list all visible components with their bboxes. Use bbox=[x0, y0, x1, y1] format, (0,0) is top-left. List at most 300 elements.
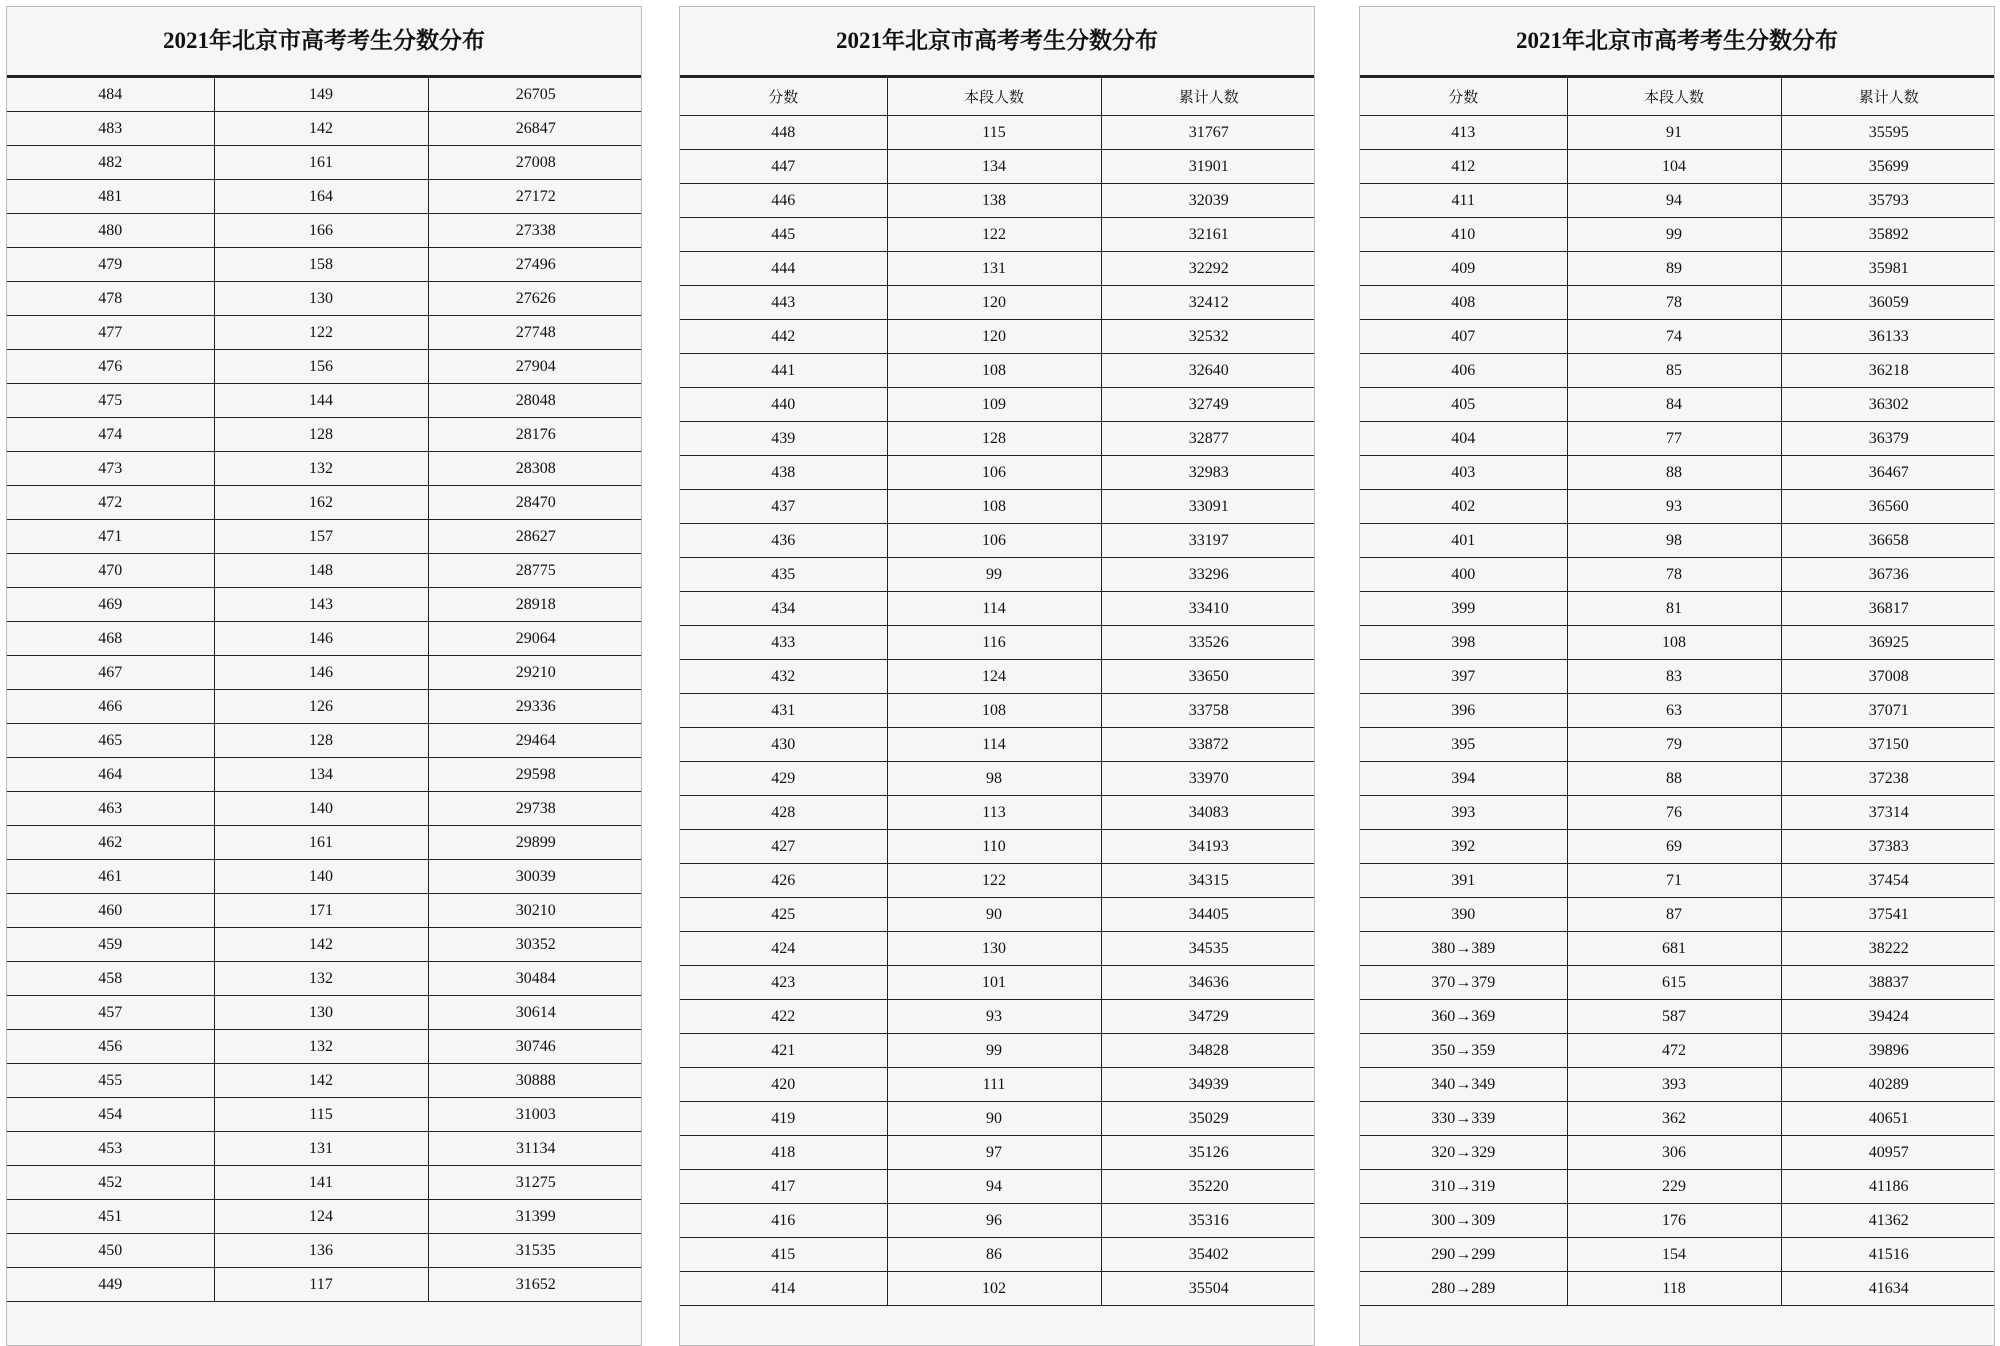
table-row bbox=[7, 418, 642, 452]
table-row bbox=[680, 660, 1315, 694]
segment-count-cell: 113 bbox=[887, 796, 1101, 830]
score-cell: 454 bbox=[7, 1098, 214, 1132]
score-cell: 360→369 bbox=[1360, 1000, 1567, 1034]
score-cell: 443 bbox=[680, 286, 887, 320]
table-row bbox=[1360, 1272, 1995, 1306]
segment-count-cell: 162 bbox=[214, 486, 428, 520]
table-row bbox=[680, 1102, 1315, 1136]
score-cell: 394 bbox=[1360, 762, 1567, 796]
cumulative-count-cell: 30039 bbox=[428, 860, 642, 894]
table-row bbox=[680, 184, 1315, 218]
cumulative-count-cell: 35981 bbox=[1781, 252, 1995, 286]
segment-count-cell: 101 bbox=[887, 966, 1101, 1000]
cumulative-count-cell: 36560 bbox=[1781, 490, 1995, 524]
table-row bbox=[680, 762, 1315, 796]
cumulative-count-cell: 35402 bbox=[1101, 1238, 1315, 1272]
score-cell: 461 bbox=[7, 860, 214, 894]
score-cell: 434 bbox=[680, 592, 887, 626]
cumulative-count-cell: 41634 bbox=[1781, 1272, 1995, 1306]
cumulative-count-cell: 37008 bbox=[1781, 660, 1995, 694]
score-cell: 426 bbox=[680, 864, 887, 898]
table-row bbox=[1360, 422, 1995, 456]
cumulative-count-cell: 34636 bbox=[1101, 966, 1315, 1000]
table-row bbox=[1360, 1102, 1995, 1136]
cumulative-count-cell: 31134 bbox=[428, 1132, 642, 1166]
score-cell: 420 bbox=[680, 1068, 887, 1102]
cumulative-count-cell: 34193 bbox=[1101, 830, 1315, 864]
score-cell: 407 bbox=[1360, 320, 1567, 354]
segment-count-cell: 146 bbox=[214, 622, 428, 656]
score-cell: 429 bbox=[680, 762, 887, 796]
table-row bbox=[680, 490, 1315, 524]
segment-count-cell: 124 bbox=[214, 1200, 428, 1234]
segment-count-cell: 472 bbox=[1567, 1034, 1781, 1068]
table-row bbox=[1360, 864, 1995, 898]
segment-count-cell: 128 bbox=[887, 422, 1101, 456]
table-row bbox=[680, 694, 1315, 728]
score-cell: 455 bbox=[7, 1064, 214, 1098]
score-cell: 417 bbox=[680, 1170, 887, 1204]
cumulative-count-cell: 29598 bbox=[428, 758, 642, 792]
segment-count-cell: 134 bbox=[887, 150, 1101, 184]
segment-count-cell: 108 bbox=[887, 354, 1101, 388]
score-cell: 310→319 bbox=[1360, 1170, 1567, 1204]
segment-count-cell: 130 bbox=[214, 282, 428, 316]
segment-count-cell: 90 bbox=[887, 898, 1101, 932]
cumulative-count-cell: 38222 bbox=[1781, 932, 1995, 966]
score-cell: 399 bbox=[1360, 592, 1567, 626]
score-cell: 424 bbox=[680, 932, 887, 966]
score-cell: 436 bbox=[680, 524, 887, 558]
table-row bbox=[7, 894, 642, 928]
cumulative-count-cell: 27496 bbox=[428, 248, 642, 282]
segment-count-cell: 161 bbox=[214, 146, 428, 180]
segment-count-cell: 154 bbox=[1567, 1238, 1781, 1272]
score-table-panel-2 bbox=[679, 6, 1315, 1346]
score-cell: 442 bbox=[680, 320, 887, 354]
segment-count-cell: 120 bbox=[887, 286, 1101, 320]
table-row bbox=[680, 218, 1315, 252]
table-row bbox=[7, 962, 642, 996]
segment-count-cell: 108 bbox=[887, 694, 1101, 728]
cumulative-count-cell: 27172 bbox=[428, 180, 642, 214]
table-row bbox=[7, 1234, 642, 1268]
cumulative-count-cell: 26847 bbox=[428, 112, 642, 146]
score-cell: 476 bbox=[7, 350, 214, 384]
table-row bbox=[1360, 1204, 1995, 1238]
cumulative-count-cell: 33872 bbox=[1101, 728, 1315, 762]
segment-count-cell: 97 bbox=[887, 1136, 1101, 1170]
table-row bbox=[680, 830, 1315, 864]
cumulative-count-cell: 34315 bbox=[1101, 864, 1315, 898]
score-cell: 403 bbox=[1360, 456, 1567, 490]
cumulative-count-cell: 37314 bbox=[1781, 796, 1995, 830]
score-cell: 445 bbox=[680, 218, 887, 252]
cumulative-count-cell: 29064 bbox=[428, 622, 642, 656]
table-title: 2021年北京市高考考生分数分布 bbox=[7, 7, 641, 77]
segment-count-cell: 176 bbox=[1567, 1204, 1781, 1238]
cumulative-count-cell: 31535 bbox=[428, 1234, 642, 1268]
table-row bbox=[680, 626, 1315, 660]
cumulative-count-cell: 37454 bbox=[1781, 864, 1995, 898]
score-cell: 418 bbox=[680, 1136, 887, 1170]
table-row bbox=[680, 286, 1315, 320]
cumulative-count-cell: 35793 bbox=[1781, 184, 1995, 218]
segment-count-cell: 122 bbox=[214, 316, 428, 350]
table-row bbox=[680, 1000, 1315, 1034]
score-cell: 405 bbox=[1360, 388, 1567, 422]
segment-count-cell: 143 bbox=[214, 588, 428, 622]
cumulative-count-cell: 39424 bbox=[1781, 1000, 1995, 1034]
segment-count-cell: 130 bbox=[887, 932, 1101, 966]
cumulative-count-cell: 34729 bbox=[1101, 1000, 1315, 1034]
score-cell: 463 bbox=[7, 792, 214, 826]
segment-count-cell: 90 bbox=[887, 1102, 1101, 1136]
cumulative-count-cell: 31901 bbox=[1101, 150, 1315, 184]
score-cell: 391 bbox=[1360, 864, 1567, 898]
score-cell: 402 bbox=[1360, 490, 1567, 524]
score-cell: 419 bbox=[680, 1102, 887, 1136]
table-row bbox=[7, 758, 642, 792]
score-cell: 470 bbox=[7, 554, 214, 588]
segment-count-cell: 131 bbox=[214, 1132, 428, 1166]
segment-count-cell: 89 bbox=[1567, 252, 1781, 286]
segment-count-cell: 106 bbox=[887, 524, 1101, 558]
table-row bbox=[1360, 932, 1995, 966]
cumulative-count-cell: 33758 bbox=[1101, 694, 1315, 728]
segment-count-cell: 134 bbox=[214, 758, 428, 792]
table-row bbox=[1360, 966, 1995, 1000]
segment-count-cell: 128 bbox=[214, 724, 428, 758]
score-cell: 484 bbox=[7, 78, 214, 112]
segment-count-cell: 86 bbox=[887, 1238, 1101, 1272]
cumulative-count-cell: 27748 bbox=[428, 316, 642, 350]
segment-count-cell: 99 bbox=[887, 1034, 1101, 1068]
score-cell: 483 bbox=[7, 112, 214, 146]
cumulative-count-cell: 40289 bbox=[1781, 1068, 1995, 1102]
table-row bbox=[1360, 728, 1995, 762]
table-row bbox=[7, 860, 642, 894]
cumulative-count-cell: 29738 bbox=[428, 792, 642, 826]
table-row bbox=[680, 1204, 1315, 1238]
cumulative-count-cell: 29899 bbox=[428, 826, 642, 860]
segment-count-cell: 138 bbox=[887, 184, 1101, 218]
segment-count-cell: 69 bbox=[1567, 830, 1781, 864]
segment-count-cell: 117 bbox=[214, 1268, 428, 1302]
segment-count-cell: 171 bbox=[214, 894, 428, 928]
cumulative-count-cell: 30888 bbox=[428, 1064, 642, 1098]
cumulative-count-cell: 32532 bbox=[1101, 320, 1315, 354]
segment-count-cell: 79 bbox=[1567, 728, 1781, 762]
cumulative-count-cell: 32983 bbox=[1101, 456, 1315, 490]
segment-count-cell: 94 bbox=[1567, 184, 1781, 218]
score-cell: 462 bbox=[7, 826, 214, 860]
table-row bbox=[7, 826, 642, 860]
table-row bbox=[680, 456, 1315, 490]
cumulative-count-cell: 37541 bbox=[1781, 898, 1995, 932]
score-cell: 437 bbox=[680, 490, 887, 524]
table-row bbox=[1360, 694, 1995, 728]
table-row bbox=[7, 112, 642, 146]
segment-count-cell: 306 bbox=[1567, 1136, 1781, 1170]
score-cell: 428 bbox=[680, 796, 887, 830]
table-row bbox=[1360, 626, 1995, 660]
segment-count-cell: 109 bbox=[887, 388, 1101, 422]
score-cell: 457 bbox=[7, 996, 214, 1030]
segment-count-cell: 81 bbox=[1567, 592, 1781, 626]
table-row bbox=[1360, 898, 1995, 932]
table-row bbox=[7, 316, 642, 350]
segment-count-cell: 108 bbox=[1567, 626, 1781, 660]
cumulative-count-cell: 32292 bbox=[1101, 252, 1315, 286]
cumulative-count-cell: 29336 bbox=[428, 690, 642, 724]
cumulative-count-cell: 34939 bbox=[1101, 1068, 1315, 1102]
segment-count-cell: 78 bbox=[1567, 558, 1781, 592]
segment-count-cell: 140 bbox=[214, 792, 428, 826]
cumulative-count-cell: 37383 bbox=[1781, 830, 1995, 864]
segment-count-cell: 91 bbox=[1567, 116, 1781, 150]
segment-count-cell: 88 bbox=[1567, 762, 1781, 796]
score-cell: 452 bbox=[7, 1166, 214, 1200]
segment-count-cell: 144 bbox=[214, 384, 428, 418]
table-row bbox=[1360, 762, 1995, 796]
table-header-row bbox=[1360, 78, 1995, 116]
score-cell: 482 bbox=[7, 146, 214, 180]
table-row bbox=[7, 282, 642, 316]
header-score: 分数 bbox=[680, 78, 887, 116]
table-row bbox=[1360, 456, 1995, 490]
cumulative-count-cell: 30484 bbox=[428, 962, 642, 996]
table-row bbox=[7, 1268, 642, 1302]
table-row bbox=[7, 214, 642, 248]
cumulative-count-cell: 35595 bbox=[1781, 116, 1995, 150]
table-row bbox=[680, 1170, 1315, 1204]
cumulative-count-cell: 35126 bbox=[1101, 1136, 1315, 1170]
score-cell: 427 bbox=[680, 830, 887, 864]
score-cell: 449 bbox=[7, 1268, 214, 1302]
segment-count-cell: 161 bbox=[214, 826, 428, 860]
segment-count-cell: 149 bbox=[214, 78, 428, 112]
cumulative-count-cell: 40957 bbox=[1781, 1136, 1995, 1170]
segment-count-cell: 110 bbox=[887, 830, 1101, 864]
table-row bbox=[1360, 830, 1995, 864]
score-cell: 469 bbox=[7, 588, 214, 622]
score-cell: 472 bbox=[7, 486, 214, 520]
score-cell: 425 bbox=[680, 898, 887, 932]
cumulative-count-cell: 29464 bbox=[428, 724, 642, 758]
segment-count-cell: 142 bbox=[214, 112, 428, 146]
cumulative-count-cell: 34828 bbox=[1101, 1034, 1315, 1068]
table-row bbox=[7, 554, 642, 588]
score-cell: 416 bbox=[680, 1204, 887, 1238]
table-row bbox=[7, 1030, 642, 1064]
table-row bbox=[680, 422, 1315, 456]
cumulative-count-cell: 34405 bbox=[1101, 898, 1315, 932]
cumulative-count-cell: 34083 bbox=[1101, 796, 1315, 830]
score-cell: 393 bbox=[1360, 796, 1567, 830]
table-row bbox=[1360, 184, 1995, 218]
table-row bbox=[7, 452, 642, 486]
score-cell: 460 bbox=[7, 894, 214, 928]
cumulative-count-cell: 35892 bbox=[1781, 218, 1995, 252]
cumulative-count-cell: 33410 bbox=[1101, 592, 1315, 626]
table-row bbox=[7, 384, 642, 418]
score-cell: 414 bbox=[680, 1272, 887, 1306]
segment-count-cell: 99 bbox=[887, 558, 1101, 592]
table-row bbox=[680, 1068, 1315, 1102]
cumulative-count-cell: 32640 bbox=[1101, 354, 1315, 388]
score-cell: 438 bbox=[680, 456, 887, 490]
segment-count-cell: 128 bbox=[214, 418, 428, 452]
segment-count-cell: 114 bbox=[887, 728, 1101, 762]
score-cell: 453 bbox=[7, 1132, 214, 1166]
score-cell: 413 bbox=[1360, 116, 1567, 150]
score-cell: 409 bbox=[1360, 252, 1567, 286]
table-row bbox=[1360, 388, 1995, 422]
table-row bbox=[1360, 1238, 1995, 1272]
cumulative-count-cell: 35220 bbox=[1101, 1170, 1315, 1204]
cumulative-count-cell: 32039 bbox=[1101, 184, 1315, 218]
cumulative-count-cell: 36925 bbox=[1781, 626, 1995, 660]
score-cell: 448 bbox=[680, 116, 887, 150]
score-table-panel-1 bbox=[6, 6, 642, 1346]
segment-count-cell: 84 bbox=[1567, 388, 1781, 422]
segment-count-cell: 136 bbox=[214, 1234, 428, 1268]
cumulative-count-cell: 34535 bbox=[1101, 932, 1315, 966]
segment-count-cell: 166 bbox=[214, 214, 428, 248]
cumulative-count-cell: 26705 bbox=[428, 78, 642, 112]
cumulative-count-cell: 32877 bbox=[1101, 422, 1315, 456]
segment-count-cell: 63 bbox=[1567, 694, 1781, 728]
segment-count-cell: 99 bbox=[1567, 218, 1781, 252]
table-row bbox=[1360, 1068, 1995, 1102]
table-row bbox=[7, 792, 642, 826]
cumulative-count-cell: 41362 bbox=[1781, 1204, 1995, 1238]
table-row bbox=[7, 1098, 642, 1132]
table-row bbox=[680, 1034, 1315, 1068]
cumulative-count-cell: 30352 bbox=[428, 928, 642, 962]
cumulative-count-cell: 30614 bbox=[428, 996, 642, 1030]
segment-count-cell: 148 bbox=[214, 554, 428, 588]
table-row bbox=[7, 248, 642, 282]
segment-count-cell: 124 bbox=[887, 660, 1101, 694]
table-row bbox=[1360, 558, 1995, 592]
table-row bbox=[680, 932, 1315, 966]
cumulative-count-cell: 36467 bbox=[1781, 456, 1995, 490]
table-row bbox=[680, 1272, 1315, 1306]
segment-count-cell: 111 bbox=[887, 1068, 1101, 1102]
table-row bbox=[1360, 524, 1995, 558]
cumulative-count-cell: 27338 bbox=[428, 214, 642, 248]
table-row bbox=[7, 146, 642, 180]
segment-count-cell: 74 bbox=[1567, 320, 1781, 354]
segment-count-cell: 115 bbox=[887, 116, 1101, 150]
table-row bbox=[680, 898, 1315, 932]
table-row bbox=[1360, 660, 1995, 694]
score-cell: 450 bbox=[7, 1234, 214, 1268]
score-cell: 458 bbox=[7, 962, 214, 996]
cumulative-count-cell: 27008 bbox=[428, 146, 642, 180]
cumulative-count-cell: 36302 bbox=[1781, 388, 1995, 422]
score-cell: 404 bbox=[1360, 422, 1567, 456]
cumulative-count-cell: 30210 bbox=[428, 894, 642, 928]
cumulative-count-cell: 27904 bbox=[428, 350, 642, 384]
table-row bbox=[680, 728, 1315, 762]
table-row bbox=[7, 622, 642, 656]
cumulative-count-cell: 31275 bbox=[428, 1166, 642, 1200]
table-row bbox=[7, 486, 642, 520]
cumulative-count-cell: 35504 bbox=[1101, 1272, 1315, 1306]
cumulative-count-cell: 37150 bbox=[1781, 728, 1995, 762]
score-cell: 481 bbox=[7, 180, 214, 214]
cumulative-count-cell: 33526 bbox=[1101, 626, 1315, 660]
segment-count-cell: 142 bbox=[214, 1064, 428, 1098]
table-title: 2021年北京市高考考生分数分布 bbox=[1360, 7, 1994, 77]
score-cell: 406 bbox=[1360, 354, 1567, 388]
table-row bbox=[7, 928, 642, 962]
score-cell: 395 bbox=[1360, 728, 1567, 762]
table-row bbox=[680, 354, 1315, 388]
segment-count-cell: 164 bbox=[214, 180, 428, 214]
segment-count-cell: 94 bbox=[887, 1170, 1101, 1204]
table-row bbox=[7, 996, 642, 1030]
score-cell: 415 bbox=[680, 1238, 887, 1272]
cumulative-count-cell: 31767 bbox=[1101, 116, 1315, 150]
table-row bbox=[680, 1136, 1315, 1170]
cumulative-count-cell: 36133 bbox=[1781, 320, 1995, 354]
score-cell: 350→359 bbox=[1360, 1034, 1567, 1068]
header-segment-count: 本段人数 bbox=[1567, 78, 1781, 116]
segment-count-cell: 96 bbox=[887, 1204, 1101, 1238]
table-row bbox=[680, 592, 1315, 626]
segment-count-cell: 587 bbox=[1567, 1000, 1781, 1034]
table-row bbox=[7, 350, 642, 384]
segment-count-cell: 615 bbox=[1567, 966, 1781, 1000]
segment-count-cell: 71 bbox=[1567, 864, 1781, 898]
table-row bbox=[1360, 1170, 1995, 1204]
cumulative-count-cell: 30746 bbox=[428, 1030, 642, 1064]
score-cell: 340→349 bbox=[1360, 1068, 1567, 1102]
score-cell: 480 bbox=[7, 214, 214, 248]
header-cumulative-count: 累计人数 bbox=[1781, 78, 1995, 116]
segment-count-cell: 120 bbox=[887, 320, 1101, 354]
segment-count-cell: 393 bbox=[1567, 1068, 1781, 1102]
table-header-row bbox=[680, 78, 1315, 116]
segment-count-cell: 140 bbox=[214, 860, 428, 894]
score-table bbox=[680, 77, 1315, 1306]
cumulative-count-cell: 32412 bbox=[1101, 286, 1315, 320]
score-cell: 412 bbox=[1360, 150, 1567, 184]
score-cell: 397 bbox=[1360, 660, 1567, 694]
cumulative-count-cell: 28470 bbox=[428, 486, 642, 520]
table-row bbox=[7, 1064, 642, 1098]
table-row bbox=[7, 690, 642, 724]
score-table bbox=[1360, 77, 1995, 1306]
cumulative-count-cell: 28775 bbox=[428, 554, 642, 588]
segment-count-cell: 126 bbox=[214, 690, 428, 724]
cumulative-count-cell: 37238 bbox=[1781, 762, 1995, 796]
table-row bbox=[1360, 1000, 1995, 1034]
segment-count-cell: 132 bbox=[214, 1030, 428, 1064]
score-cell: 400 bbox=[1360, 558, 1567, 592]
score-cell: 280→289 bbox=[1360, 1272, 1567, 1306]
score-cell: 473 bbox=[7, 452, 214, 486]
score-cell: 423 bbox=[680, 966, 887, 1000]
score-cell: 435 bbox=[680, 558, 887, 592]
table-row bbox=[1360, 218, 1995, 252]
table-row bbox=[7, 724, 642, 758]
cumulative-count-cell: 28918 bbox=[428, 588, 642, 622]
